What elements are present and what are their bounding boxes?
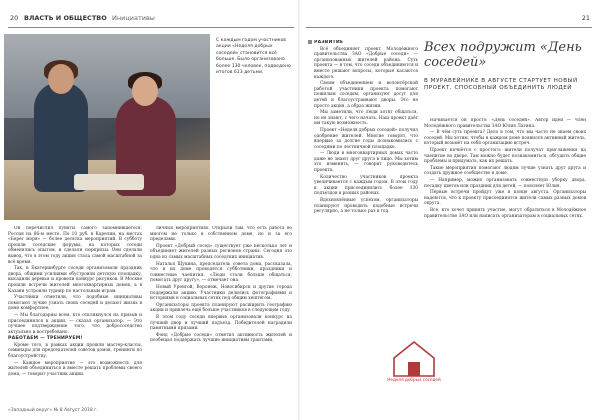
paragraph: — В чём суть проекта? Дело в том, что мы часто не знаем своих соседей. Мы хотим, чтобы в каждом доме появился активный житель, который возьмёт на себя организацию встреч.: [424, 130, 586, 147]
header-rule: [306, 27, 592, 28]
paragraph: Первые встречи пройдут уже в конце августа. Организаторы надеются, что к проекту присоединятся жители самых разных домов округа.: [424, 190, 586, 207]
column-subhead: РАЗВИТИЕ: [314, 40, 344, 45]
paragraph: Так, в Екатеринбурге соседи организовали праздник двора, общими усилиями обустроили детскую площадку, высадили деревья и провели конкурс рисунков. В Москве прошли встречи жителей многоквартирных домов, а в Казани устроили турнир по настольным играм.: [8, 266, 142, 294]
paragraph: Всё объединяет проект Молодёжного правительства ЗАО «Добрые соседи» — организованных жителей района. Суть проекта — в том, что соседи объединяются и вместе решают вопросы, которые касаются каждого.: [314, 46, 418, 80]
paragraph: Проект «Неделя добрых соседей» получил одобрение жителей. Многие говорят, что впервые за долгие годы познакомились с соседями по лестничной площадке.: [314, 127, 418, 150]
column-subhead: РАБОТАЕМ — ТРЕНИРУЕМ!: [8, 336, 83, 342]
left-column-1: [8, 226, 142, 404]
paragraph: Такие мероприятия помогают людям лучше узнать друг друга и создать дружное сообщество в доме.: [424, 165, 586, 177]
paragraph: — Люди в многоквартирных домах часто даже не знают друг друга в лицо. Мы хотим это изменить, — говорит руководитель проекта.: [314, 151, 418, 174]
photo-head-2: [132, 76, 158, 106]
paragraph: Начинается он просто: «День соседей». Автор идеи — член Молодёжного правительства ЗАО Юлия Лагина.: [424, 118, 586, 129]
footer-issue: «Западный округ» № 8 Август 2018 г.: [8, 408, 98, 413]
bullet-square: [308, 40, 312, 44]
paragraph: Проект начнётся с простого: жители получат приглашения на чаепитие во дворе. Там можно будет познакомиться, обсудить общие проблемы и придумать, как их решать.: [424, 147, 586, 165]
right-page-number: 21: [581, 14, 590, 22]
paragraph: Организаторы проекта планируют расширить географию акции и привлечь ещё больше участников в следующем году.: [150, 302, 292, 314]
paragraph: — Мы благодарны всем, кто откликнулся на призыв и присоединился к акции, — сказал организатор. — Это лучшее подтверждение того, что добрососедство актуально и востребовано.: [8, 312, 142, 335]
paragraph: Участники отметили, что подобные инициативы помогают лучше узнать своих соседей и делают жизнь в доме комфортнее.: [8, 295, 142, 312]
left-page-number: 20: [10, 14, 19, 22]
paragraph: Фонд «Добрые соседи» отметил активность жителей и пообещал поддержать лучшие инициативы грантами.: [150, 332, 292, 344]
paragraph: Количество участников проекта увеличивается с каждым годом. В этом году к акции присоединились более 130 подъездов в разных районах.: [314, 174, 418, 197]
logo-text: Неделя добрых соседей: [387, 377, 441, 382]
photo-caption: С каждым годом участников акции «Неделя добрых соседей» становится всё больше. Было организовано более 130 человек, подведено итогов 613 детьми.: [216, 38, 291, 76]
photo-items: [74, 174, 144, 190]
article-photo: [4, 34, 210, 220]
paragraph: Наталья Щукина, председатель совета дома, рассказала, что в их доме проводятся субботники, праздники и совместные чаепития. «Люди стали больше общаться, помогать друг другу», — отмечает она.: [150, 261, 292, 284]
paragraph: Проект «Добрый сосед» существует уже несколько лет и объединяет жителей разных регионов страны. Сегодня это одна из самых масштабных соседских инициатив.: [150, 243, 292, 260]
paragraph: Все, кто хочет принять участие, могут обратиться в Молодёжное правительство ЗАО или написать организаторам в социальных сетях.: [424, 207, 586, 219]
article-lead: В МУРАВЕЙНИКЕ В АВГУСТЕ СТАРТУЕТ НОВЫЙ ПРОЕКТ, СПОСОБНЫЙ ОБЪЕДИНИТЬ ЛЮДЕЙ: [424, 78, 578, 92]
paragraph: Новый Уренгой, Воронеж, Новосибирск и другие города поддержали акцию. Участники делились фотографиями и историями в социальных сетях под общим хештегом.: [150, 284, 292, 302]
paragraph: — Каждое мероприятие — это возможность для жителей объединиться и вместе решать проблемы своего дома, — говорит участник акции.: [8, 360, 142, 377]
photo-head-1: [48, 64, 74, 94]
paragraph: В этом году соседи впервые организовали конкурс на лучший двор и лучший подъезд. Победителей наградили памятными призами.: [150, 314, 292, 332]
right-column-b: [424, 118, 586, 402]
header-rule: [8, 27, 294, 28]
paragraph: личных мероприятиях. Открыли там, что есть работа во многом не только в собственном доме, но и за его пределами.: [150, 226, 292, 243]
subsection-title: Инициативы: [112, 14, 155, 22]
left-column-2: [150, 226, 292, 404]
section-title: ВЛАСТЬ И ОБЩЕСТВО: [24, 14, 107, 22]
paragraph: Он перечислил пункты самого запомнившегося. Россия на 86-м месте. По 10 руб. в Карелии, на местах «Берег моря» — более десятка мероприятий. В субботу прошли соседские форумы, на которых соседи обменялись опытом, и сделали сюрпризы. Они сделали вывод, что в этом году акция стала самой масштабной за всё время.: [8, 226, 142, 265]
article-headline: Всех подружит «День соседей»: [424, 40, 582, 70]
paragraph: Своим объединением и волонтёрской работой участники проекта помогают пожилым соседям, организуют досуг для детей и благоустраивают дворы. Это не просто акция, а образ жизни.: [314, 81, 418, 109]
paragraph: Мы заметили, что люди хотят общаться, но не знают, с чего начать. Наш проект даёт им такую возможность.: [314, 110, 418, 127]
paragraph: — Например, можно организовать совместную уборку двора, посадку цветов или праздник для детей, — поясняет Юлия.: [424, 177, 586, 189]
paragraph: Кроме того, в рамках акции прошли мастер-классы, семинары для председателей советов домов, тренинги по благоустройству.: [8, 342, 142, 360]
paragraph: Вдохновлённые успехом, организаторы планируют проводить подобные встречи регулярно, а не только раз в год.: [314, 198, 418, 215]
logo-door: [408, 362, 420, 376]
